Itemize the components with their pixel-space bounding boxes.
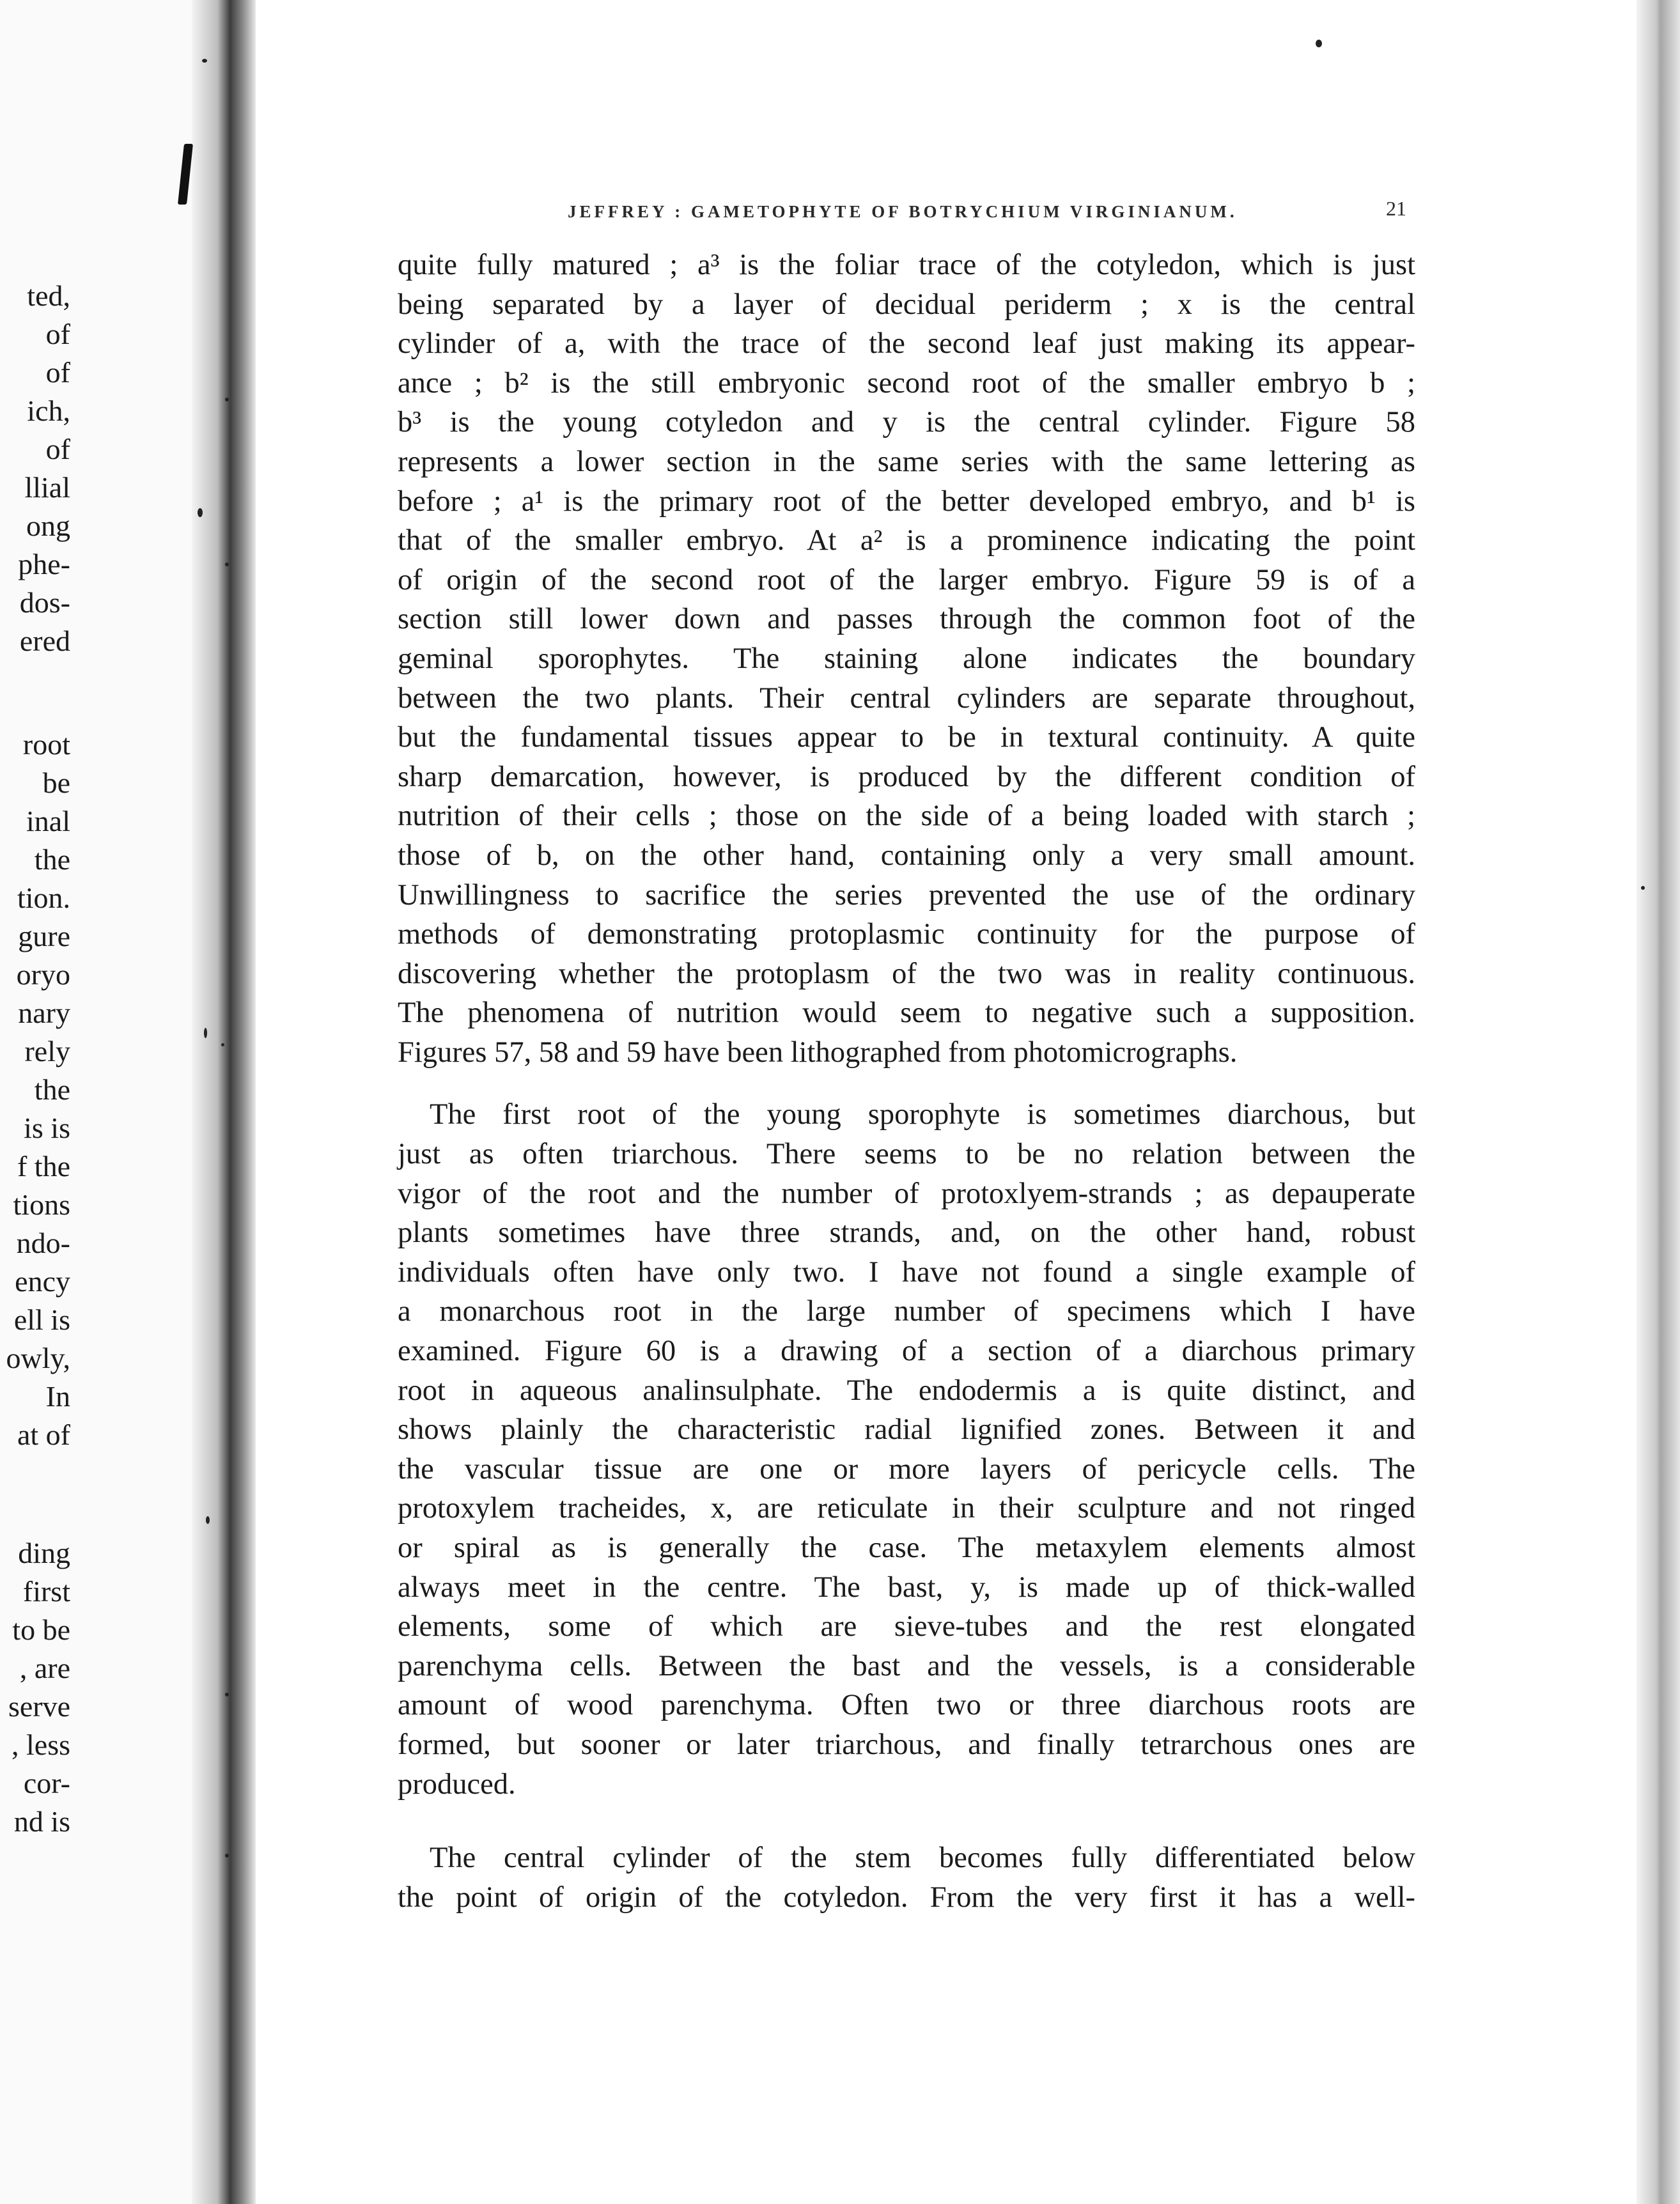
facing-page-line: inal	[26, 805, 70, 837]
paragraph	[398, 1838, 1415, 1917]
text-line: that of the smaller embryo. At a² is a prominence indicating the point	[398, 524, 1415, 557]
facing-page-line: the	[34, 1073, 70, 1106]
text-line: quite fully matured ; a³ is the foliar trace of the cotyledon, which is just	[398, 249, 1415, 281]
facing-page-line: ted,	[27, 279, 70, 312]
running-head: JEFFREY : GAMETOPHYTE OF BOTRYCHIUM VIRGINIANUM.	[568, 202, 1238, 221]
facing-page-line: first	[22, 1575, 70, 1608]
facing-page-line: serve	[8, 1690, 70, 1723]
facing-page-line: of	[45, 356, 70, 389]
facing-page-line: the	[34, 843, 70, 876]
text-line: of origin of the second root of the larger embryo. Figure 59 is of a	[398, 563, 1415, 596]
facing-page-line: is is	[24, 1112, 70, 1144]
text-line: geminal sporophytes. The staining alone indicates the boundary	[398, 642, 1415, 675]
text-line: a monarchous root in the large number of specimens which I have	[398, 1295, 1415, 1328]
speck	[206, 1516, 210, 1524]
text-line: vigor of the root and the number of protoxlyem-strands ; as depauperate	[398, 1177, 1415, 1210]
facing-page-line: tion.	[17, 881, 70, 914]
facing-page-line: ency	[15, 1265, 70, 1298]
text-line: b³ is the young cotyledon and y is the central cylinder. Figure 58	[398, 406, 1415, 439]
speck	[1641, 886, 1645, 890]
text-line: cylinder of a, with the trace of the second leaf just making its appear-	[398, 327, 1415, 361]
facing-page-line: ered	[19, 625, 70, 657]
speck	[225, 1854, 229, 1858]
speck	[221, 1043, 224, 1046]
text-line: but the fundamental tissues appear to be in textural continuity. A quite	[398, 721, 1415, 754]
text-line: or spiral as is generally the case. The metaxylem elements almost	[398, 1532, 1415, 1564]
facing-page-line: root	[22, 728, 70, 761]
facing-page-line: llial	[24, 471, 70, 504]
facing-page	[0, 0, 203, 2204]
facing-page-line: cor-	[23, 1767, 70, 1799]
text-line: those of b, on the other hand, containing only a very small amount.	[398, 839, 1415, 872]
facing-page-line: ong	[26, 509, 70, 542]
text-line: methods of demonstrating protoplasmic continuity for the purpose of	[398, 918, 1415, 951]
facing-page-line: rely	[24, 1035, 70, 1067]
text-line: The central cylinder of the stem becomes fully differentiated below	[430, 1842, 1415, 1875]
facing-page-line: of	[45, 433, 70, 465]
text-line: plants sometimes have three strands, and, on the other hand, robust	[398, 1216, 1415, 1250]
text-line: individuals often have only two. I have not found a single example of	[398, 1255, 1415, 1289]
facing-page-line: to be	[12, 1613, 70, 1646]
text-line: section still lower down and passes through the common foot of the	[398, 603, 1415, 636]
facing-page-line: , less	[12, 1728, 70, 1761]
speck	[202, 59, 207, 63]
text-line: just as often triarchous. There seems to be no relation between the	[398, 1138, 1415, 1171]
speck	[225, 563, 229, 566]
facing-page-line: of	[45, 318, 70, 350]
text-line: discovering whether the protoplasm of the two was in reality continuous.	[398, 957, 1415, 990]
speck	[204, 1028, 207, 1038]
facing-page-line: , are	[19, 1652, 70, 1684]
speck	[225, 398, 229, 401]
facing-page-line: be	[42, 766, 70, 799]
text-line: being separated by a layer of decidual periderm ; x is the central	[398, 288, 1415, 321]
facing-page-line: ndo-	[16, 1227, 70, 1259]
text-line: parenchyma cells. Between the bast and the vessels, is a considerable	[398, 1649, 1415, 1682]
text-line: amount of wood parenchyma. Often two or three diarchous roots are	[398, 1689, 1415, 1722]
speck	[1316, 40, 1322, 47]
text-line: nutrition of their cells ; those on the side of a being loaded with starch ;	[398, 800, 1415, 833]
text-line: produced.	[398, 1767, 516, 1801]
body-text	[398, 245, 1415, 1917]
text-line: represents a lower section in the same series with the same lettering as	[398, 445, 1415, 478]
text-line: the vascular tissue are one or more layers of pericycle cells. The	[398, 1452, 1415, 1486]
text-line: Unwillingness to sacrifice the series prevented the use of the ordinary	[398, 878, 1415, 912]
facing-page-line: oryo	[16, 958, 70, 991]
facing-page-line: dos-	[19, 586, 70, 619]
facing-page-line: at of	[17, 1418, 70, 1451]
paragraph	[398, 245, 1415, 1072]
text-line: The first root of the young sporophyte is sometimes diarchous, but	[430, 1098, 1415, 1131]
text-line: the point of origin of the cotyledon. From the very first it has a well-	[398, 1881, 1415, 1914]
facing-page-line: gure	[18, 920, 70, 952]
text-line: The phenomena of nutrition would seem to negative such a supposition.	[398, 997, 1415, 1030]
text-line: protoxylem tracheides, x, are reticulate in their sculpture and not ringed	[398, 1492, 1415, 1525]
facing-page-line: ding	[18, 1537, 70, 1569]
facing-page-line: f the	[17, 1150, 70, 1183]
text-line: elements, some of which are sieve-tubes and the rest elongated	[398, 1610, 1415, 1643]
facing-page-line: ell is	[13, 1303, 70, 1336]
facing-page-line: phe-	[18, 548, 70, 580]
text-line: between the two plants. Their central cylinders are separate throughout,	[398, 681, 1415, 715]
facing-page-line: In	[45, 1380, 70, 1413]
speck	[198, 508, 203, 517]
text-line: always meet in the centre. The bast, y, is made up of thick-walled	[398, 1571, 1415, 1604]
text-line: shows plainly the characteristic radial lignified zones. Between it and	[398, 1413, 1415, 1447]
text-line: before ; a¹ is the primary root of the better developed embryo, and b¹ is	[398, 485, 1415, 518]
page-edge-shadow	[1637, 0, 1680, 2204]
text-line: root in aqueous analinsulphate. The endodermis a is quite distinct, and	[398, 1374, 1415, 1407]
facing-page-line: nd is	[13, 1805, 70, 1838]
speck	[225, 1693, 229, 1696]
facing-page-line: nary	[18, 997, 70, 1029]
facing-page-line: owly,	[6, 1342, 70, 1374]
facing-page-line: ich,	[27, 394, 70, 427]
text-line: formed, but sooner or later triarchous, and finally tetrarchous ones are	[398, 1728, 1415, 1761]
facing-page-line: tions	[13, 1188, 70, 1221]
text-line: ance ; b² is the still embryonic second root of the smaller embryo b ;	[398, 366, 1415, 400]
paragraph	[398, 1095, 1415, 1804]
text-line: Figures 57, 58 and 59 have been lithographed from photomicrographs.	[398, 1036, 1238, 1069]
text-line: sharp demarcation, however, is produced by the different condition of	[398, 760, 1415, 793]
text-line: examined. Figure 60 is a drawing of a section of a diarchous primary	[398, 1335, 1415, 1368]
book-gutter	[192, 0, 256, 2204]
page-number: 21	[1386, 197, 1406, 220]
